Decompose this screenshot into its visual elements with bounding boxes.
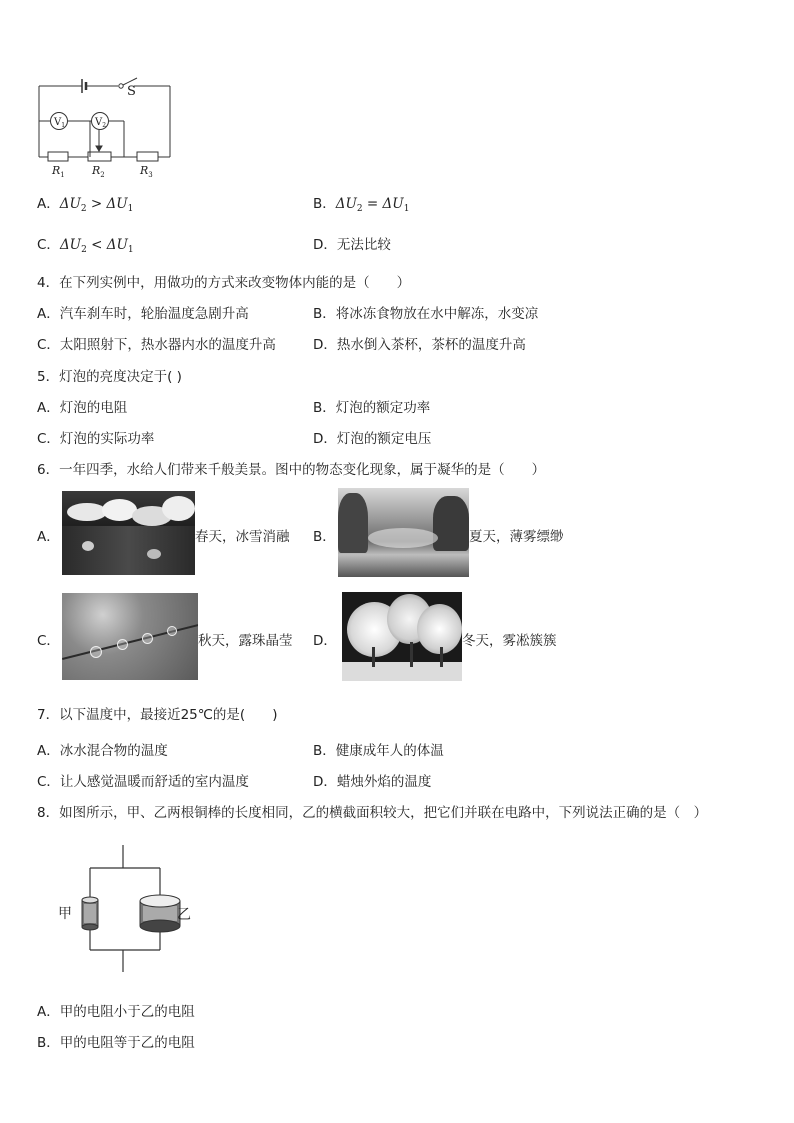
snow-melting-photo bbox=[62, 491, 195, 575]
q4-stem: 4．在下列实例中，用做功的方式来改变物体内能的是（ ） bbox=[37, 275, 411, 291]
q3-option-b[interactable]: B．$\Delta U_2 = \Delta U_1$ bbox=[313, 196, 410, 214]
q7-option-a[interactable]: A．冰水混合物的温度 bbox=[37, 743, 168, 759]
q7-option-b[interactable]: B．健康成年人的体温 bbox=[313, 743, 444, 759]
q5-option-a[interactable]: A．灯泡的电阻 bbox=[37, 400, 128, 416]
summer-mist-photo bbox=[338, 488, 469, 577]
q3-option-d[interactable]: D．无法比较 bbox=[313, 237, 391, 253]
rod-jia-label: 甲 bbox=[58, 906, 72, 922]
q7-option-c[interactable]: C．让人感觉温暖而舒适的室内温度 bbox=[37, 774, 249, 790]
svg-text:V2: $V_2$ bbox=[95, 117, 107, 129]
q8-option-b[interactable]: B．甲的电阻等于乙的电阻 bbox=[37, 1035, 195, 1051]
q6-option-c-letter[interactable]: C． bbox=[37, 633, 60, 649]
svg-text:V1: $V_1$ bbox=[54, 117, 66, 129]
q4-option-c[interactable]: C．太阳照射下，热水器内水的温度升高 bbox=[37, 337, 276, 353]
rime-trees-photo bbox=[342, 592, 462, 681]
q6-option-a-letter[interactable]: A． bbox=[37, 529, 60, 545]
q7-stem: 7．以下温度中，最接近25℃的是( ) bbox=[37, 707, 278, 723]
q6-option-d-caption: 冬天，雾凇簇簇 bbox=[462, 633, 557, 649]
q5-option-b[interactable]: B．灯泡的额定功率 bbox=[313, 400, 431, 416]
q4-option-b[interactable]: B．将冰冻食物放在水中解冻，水变凉 bbox=[313, 306, 539, 322]
q6-option-c-caption: 秋天，露珠晶莹 bbox=[198, 633, 293, 649]
rod-yi-label: 乙 bbox=[177, 907, 191, 923]
svg-text:R3: $R_3$ bbox=[140, 164, 153, 179]
q3-option-c[interactable]: C．$\Delta U_2 < \Delta U_1$ bbox=[37, 237, 134, 255]
svg-text:R1: $R_1$ bbox=[52, 164, 65, 179]
q3-option-a[interactable]: A．$\Delta U_2 > \Delta U_1$ bbox=[37, 196, 134, 214]
q5-option-c[interactable]: C．灯泡的实际功率 bbox=[37, 431, 155, 447]
q4-option-a[interactable]: A．汽车刹车时，轮胎温度急剧升高 bbox=[37, 306, 249, 322]
q7-option-d[interactable]: D．蜡烛外焰的温度 bbox=[313, 774, 432, 790]
q5-option-d[interactable]: D．灯泡的额定电压 bbox=[313, 431, 432, 447]
q5-stem: 5．灯泡的亮度决定于( ) bbox=[37, 369, 182, 385]
q8-option-a[interactable]: A．甲的电阻小于乙的电阻 bbox=[37, 1004, 195, 1020]
q6-option-b-caption: 夏天，薄雾缥缈 bbox=[469, 529, 564, 545]
q3-circuit-diagram bbox=[30, 70, 180, 182]
q4-option-d[interactable]: D．热水倒入茶杯，茶杯的温度升高 bbox=[313, 337, 526, 353]
q6-option-a-caption: 春天，冰雪消融 bbox=[195, 529, 290, 545]
q6-stem: 6．一年四季，水给人们带来千般美景。图中的物态变化现象，属于凝华的是（ ） bbox=[37, 462, 546, 478]
q6-option-b-letter[interactable]: B． bbox=[313, 529, 336, 545]
q8-stem: 8．如图所示，甲、乙两根铜棒的长度相同，乙的横截面积较大，把它们并联在电路中，下列说法正确的是（ ） bbox=[37, 805, 708, 821]
dew-drops-photo bbox=[62, 593, 198, 680]
svg-text:R2: $R_2$ bbox=[92, 164, 105, 179]
switch-label: S bbox=[127, 84, 136, 99]
q6-option-d-letter[interactable]: D． bbox=[313, 633, 337, 649]
